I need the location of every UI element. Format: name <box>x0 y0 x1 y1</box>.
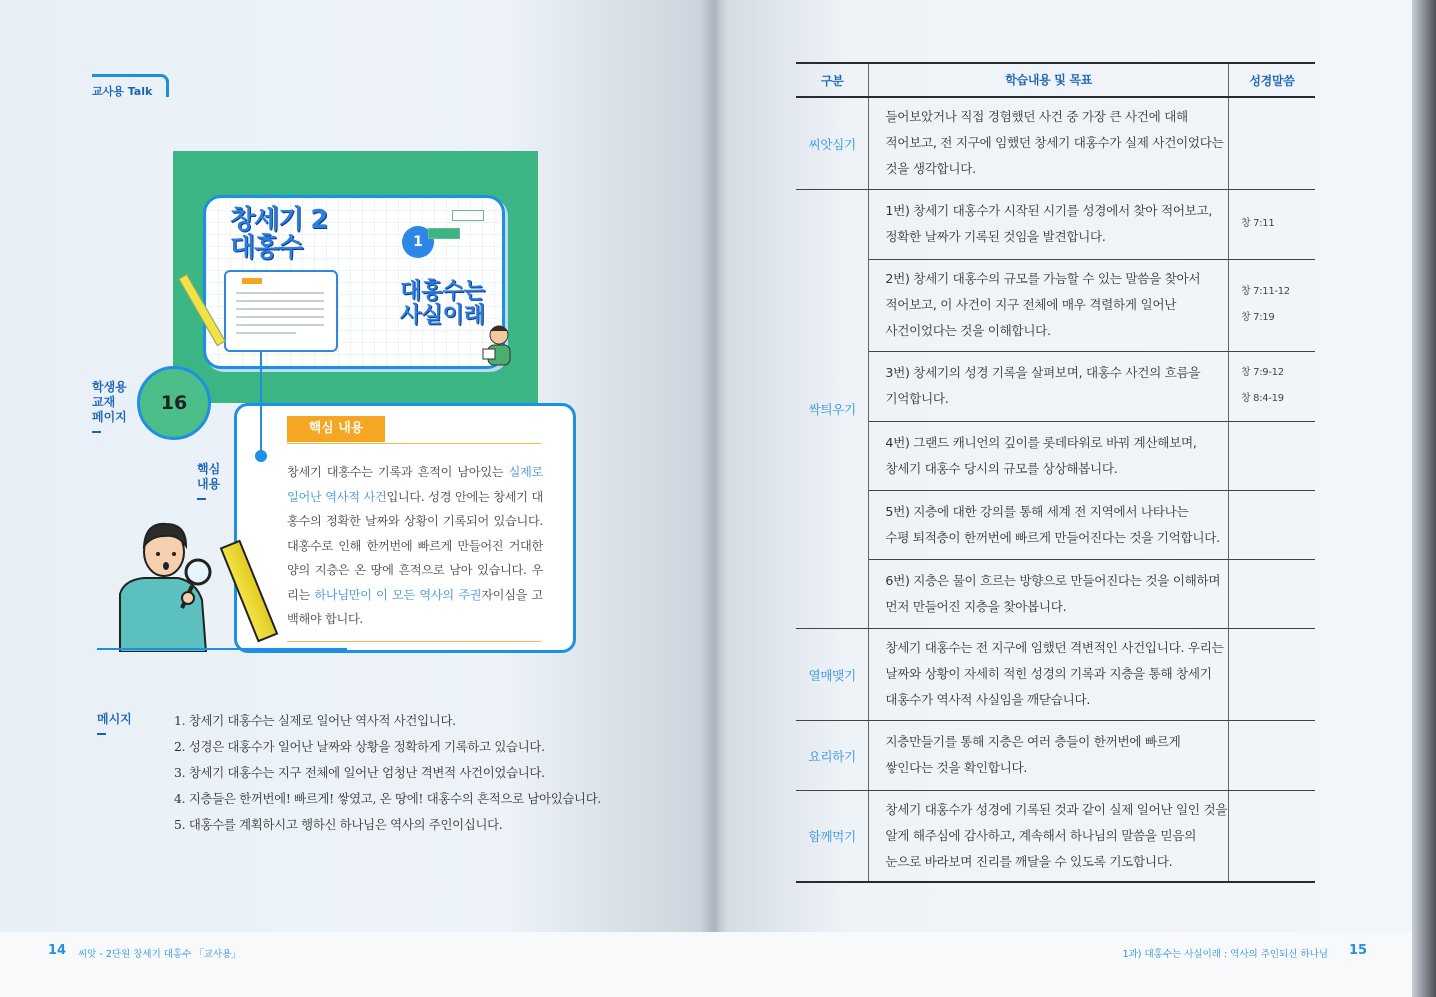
verse-ref: 창 8:4-19 <box>1240 393 1284 404</box>
label-line: 메시지 <box>97 712 132 726</box>
core-text-part: 자이심을 고백해야 합니다. <box>287 587 543 626</box>
verse-ref: 창 7:11-12 <box>1240 286 1290 297</box>
table-row <box>796 559 1315 628</box>
content-line: 기억합니다. <box>885 391 949 406</box>
footer-band <box>0 932 1436 997</box>
content-line: 알게 해주심에 감사하고, 계속해서 하나님의 말씀을 믿음의 <box>885 827 1197 843</box>
message-label <box>97 712 132 735</box>
label-dash <box>97 733 106 735</box>
connector-dot <box>255 450 267 462</box>
label-line: 페이지 <box>92 410 127 424</box>
core-highlight: 하나님만이 이 모든 역사의 주권 <box>314 587 482 602</box>
table-row <box>796 259 1315 351</box>
table-row <box>796 790 1315 882</box>
verse-cell <box>1228 720 1315 790</box>
image-headline-line2: 사실이래 <box>400 303 486 328</box>
core-content-text <box>287 460 543 632</box>
teacher-talk-tag <box>92 74 169 97</box>
image-headline-line1: 대홍수는 <box>400 279 486 304</box>
content-line: 적어보고, 이 사건이 지구 전체에 매우 격렬하게 일어난 <box>885 297 1177 312</box>
category-cell: 요리하기 <box>796 720 869 790</box>
content-line: 들어보았거나 직접 경험했던 사건 중 가장 큰 사건에 대해 <box>885 109 1188 125</box>
content-line: 6번) 지층은 물이 흐르는 방향으로 만들어진다는 것을 이해하며 <box>885 572 1221 588</box>
header-verses: 성경말씀 <box>1228 63 1315 97</box>
label-dash <box>197 498 206 500</box>
ground-line <box>97 648 347 650</box>
label-line: 핵심 <box>197 462 221 476</box>
content-line: 정확한 날짜가 기록된 것임을 발견합니다. <box>885 229 1106 244</box>
content-line: 먼저 만들어진 지층을 찾아봅니다. <box>885 598 1067 614</box>
right-page-number: 15 <box>1349 943 1368 958</box>
category-cell: 함께먹기 <box>796 790 869 882</box>
verse-cell <box>1228 97 1315 189</box>
content-cell <box>869 421 1229 490</box>
content-line: 2번) 창세기 대홍수의 규모를 가늠할 수 있는 말씀을 찾아서 <box>885 271 1201 286</box>
content-line: 것을 생각합니다. <box>885 161 976 177</box>
table-row <box>796 628 1315 720</box>
content-line: 지층만들기를 통해 지층은 여러 층들이 한꺼번에 빠르게 <box>885 734 1181 749</box>
list-item: 3. 창세기 대홍수는 지구 전체에 일어난 엄청난 격변적 사건이었습니다. <box>174 765 545 780</box>
lesson-number-drop: 1 <box>402 226 434 258</box>
message-list <box>174 708 601 838</box>
content-line: 대홍수가 역사적 사실임을 깨닫습니다. <box>885 692 1091 707</box>
table-body <box>796 97 1315 882</box>
text-line <box>236 332 296 334</box>
content-cell <box>869 259 1229 351</box>
header-content: 학습내용 및 목표 <box>869 63 1229 97</box>
teacher-talk-label: 교사용 Talk <box>92 85 153 98</box>
category-cell: 싹틔우기 <box>796 189 869 628</box>
person-with-magnifier-icon <box>100 516 220 652</box>
content-cell <box>869 720 1229 790</box>
label-line: 학생용 <box>92 380 127 394</box>
verse-ref: 창 7:9-12 <box>1240 367 1284 378</box>
flag-icon <box>428 228 460 239</box>
content-line: 4번) 그랜드 캐니언의 깊이를 롯데타워로 바꿔 계산해보며, <box>885 434 1197 450</box>
image-title <box>230 206 328 262</box>
verse-cell <box>1228 259 1315 351</box>
content-cell <box>869 628 1229 720</box>
list-item: 1. 창세기 대홍수는 실제로 일어난 역사적 사건입니다. <box>174 713 456 728</box>
verse-ref: 창 7:19 <box>1240 312 1275 323</box>
core-highlight: 실제로 일어난 역사적 사건 <box>287 465 543 504</box>
content-cell <box>869 351 1229 421</box>
content-cell <box>869 97 1229 189</box>
connector-line <box>260 351 262 457</box>
core-text-part: 창세기 대홍수는 기록과 흔적이 남아있는 <box>287 465 509 479</box>
right-footer-caption: 1과) 대홍수는 사실이래 : 역사의 주인되신 하나님 <box>1122 949 1328 960</box>
reading-child-icon <box>479 323 519 375</box>
category-cell: 씨앗심기 <box>796 97 869 189</box>
content-line: 적어보고, 전 지구에 임했던 창세기 대홍수가 실제 사건이었다는 <box>885 135 1224 151</box>
student-page-number: 16 <box>137 366 211 440</box>
table-row <box>796 97 1315 189</box>
verse-cell <box>1228 351 1315 421</box>
content-cell <box>869 559 1229 628</box>
left-page-number: 14 <box>48 943 67 958</box>
content-line: 수평 퇴적층이 한꺼번에 빠르게 만들어진다는 것을 기억합니다. <box>885 529 1220 545</box>
image-headline <box>400 280 485 328</box>
content-line: 눈으로 바라보며 진리를 깨달을 수 있도록 기도합니다. <box>885 853 1173 869</box>
text-line <box>236 308 324 310</box>
core-content-box <box>234 403 576 653</box>
student-page-label <box>92 380 127 433</box>
image-title-line1: 창세기 2 <box>230 205 328 235</box>
core-text-part: 입니다. 성경 안에는 창세기 대홍수의 정확한 날짜와 상황이 기록되어 있습니다. 대홍수로 인해 한꺼번에 빠르게 만들어진 거대한 양의 지층은 온 땅에 흔적으로 남아 있습니다. 우리는 <box>287 489 543 602</box>
mini-card-tag <box>242 278 262 284</box>
textbook-page-image <box>173 151 538 403</box>
image-title-line2: 대홍수 <box>230 233 303 263</box>
content-line: 창세기 대홍수는 전 지구에 임했던 격변적인 사건입니다. 우리는 <box>885 640 1224 655</box>
list-item: 2. 성경은 대홍수가 일어난 날짜와 상황을 정확하게 기록하고 있습니다. <box>174 739 545 754</box>
table-header-row <box>796 63 1315 97</box>
list-item: 5. 대홍수를 계획하시고 행하신 하나님은 역사의 주인이십니다. <box>174 817 503 832</box>
list-item: 4. 지층들은 한꺼번에! 빠르게! 쌓였고, 온 땅에! 대홍수의 흔적으로 남아있습니다. <box>174 791 602 806</box>
text-line <box>236 324 324 326</box>
label-line: 교재 <box>92 395 116 409</box>
content-line: 5번) 지층에 대한 강의를 통해 세계 전 지역에서 나타나는 <box>885 503 1189 519</box>
header-category: 구분 <box>796 63 869 97</box>
content-line: 3번) 창세기의 성경 기록을 살펴보며, 대홍수 사건의 흐름을 <box>885 365 1201 380</box>
table-row <box>796 720 1315 790</box>
table-row <box>796 189 1315 259</box>
text-line <box>236 300 324 302</box>
flag-icon <box>452 210 484 221</box>
left-footer-caption: 씨앗 - 2단원 창세기 대홍수 「교사용」 <box>78 949 241 960</box>
content-line: 사건이었다는 것을 이해합니다. <box>885 323 1051 338</box>
verse-cell <box>1228 189 1315 259</box>
verse-cell <box>1228 790 1315 882</box>
content-line: 창세기 대홍수 당시의 규모를 상상해봅니다. <box>885 460 1118 476</box>
label-dash <box>92 431 101 433</box>
text-line <box>236 316 324 318</box>
page-edge <box>1412 0 1436 997</box>
text-line <box>236 292 324 294</box>
table-row <box>796 421 1315 490</box>
table-row <box>796 490 1315 559</box>
speech-bubble <box>203 195 505 369</box>
table-row <box>796 351 1315 421</box>
verse-ref: 창 7:11 <box>1240 218 1275 229</box>
lesson-plan-table <box>796 62 1315 883</box>
verse-cell <box>1228 559 1315 628</box>
content-cell <box>869 790 1229 882</box>
content-line: 날짜와 상황이 자세히 적힌 성경의 기록과 지층을 통해 창세기 <box>885 666 1212 681</box>
content-cell <box>869 189 1229 259</box>
verse-cell <box>1228 490 1315 559</box>
mini-core-card <box>224 270 338 352</box>
divider <box>287 641 541 642</box>
core-content-badge: 핵심 내용 <box>287 416 385 442</box>
content-line: 쌓인다는 것을 확인합니다. <box>885 760 1028 775</box>
category-cell: 열매맺기 <box>796 628 869 720</box>
divider <box>287 443 541 444</box>
verse-cell <box>1228 421 1315 490</box>
content-line: 1번) 창세기 대홍수가 시작된 시기를 성경에서 찾아 적어보고, <box>885 203 1213 218</box>
core-content-label <box>197 462 220 500</box>
content-line: 창세기 대홍수가 성경에 기록된 것과 같이 실제 일어난 일인 것을 <box>885 801 1228 817</box>
content-cell <box>869 490 1229 559</box>
label-line: 내용 <box>197 477 221 491</box>
book-spine <box>700 0 728 997</box>
verse-cell <box>1228 628 1315 720</box>
